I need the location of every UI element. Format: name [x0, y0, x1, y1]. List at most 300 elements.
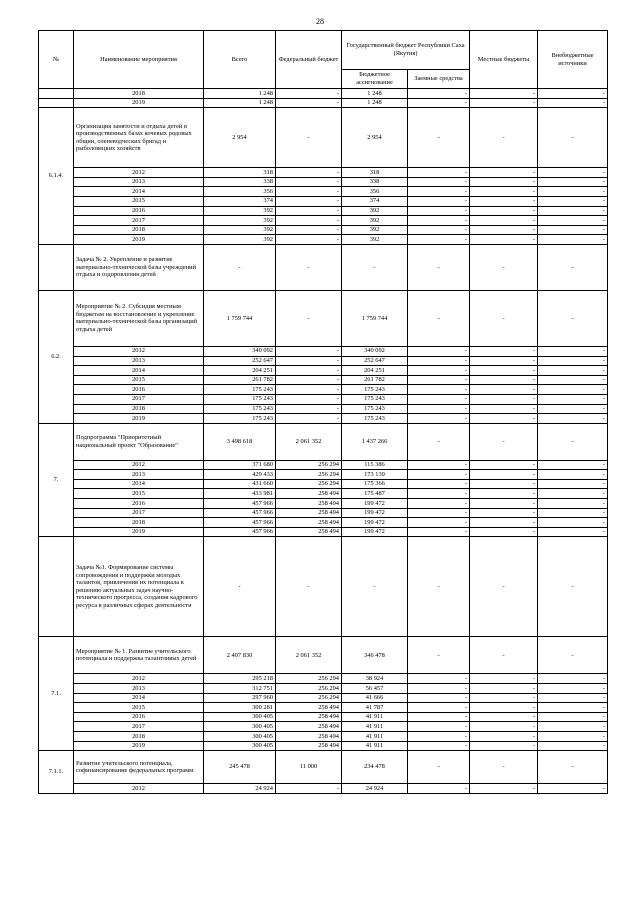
- year-state: 204 251: [342, 366, 408, 376]
- year-extra: -: [538, 518, 608, 528]
- year-local: -: [470, 235, 538, 245]
- year-loan: -: [408, 527, 470, 537]
- year-state: 38 924: [342, 674, 408, 684]
- year-state: 252 647: [342, 356, 408, 366]
- year-label: 2013: [74, 684, 204, 694]
- row-loan: -: [408, 244, 470, 290]
- year-row: [39, 404, 608, 414]
- table-row: [39, 423, 608, 460]
- year-loan: -: [408, 712, 470, 722]
- year-total: 457 966: [204, 499, 276, 509]
- year-federal: 256 294: [276, 674, 342, 684]
- year-label: 2016: [74, 206, 204, 216]
- year-loan: -: [408, 732, 470, 742]
- row-title: Мероприятие № 1. Развитие учительского потенциала и поддержка талантливых детей: [74, 637, 204, 674]
- year-total: 392: [204, 206, 276, 216]
- year-row: [39, 206, 608, 216]
- year-total: 300 281: [204, 703, 276, 713]
- year-state: 175 487: [342, 489, 408, 499]
- year-state: 356: [342, 187, 408, 197]
- row-loan: -: [408, 423, 470, 460]
- header-state: Государственный бюджет Республики Саха (Якутия): [342, 31, 470, 70]
- year-total: 295 218: [204, 674, 276, 684]
- year-extra: -: [538, 684, 608, 694]
- table-row: [39, 537, 608, 637]
- year-total: 392: [204, 216, 276, 226]
- row-title: Мероприятие № 2. Субсидия местным бюджетам на восстановление и укрепление материально-технической базы организаций отдыха детей: [74, 290, 204, 346]
- year-local: -: [470, 489, 538, 499]
- year-loan: -: [408, 98, 470, 108]
- year-loan: -: [408, 216, 470, 226]
- year-loan: -: [408, 489, 470, 499]
- year-label: 2019: [74, 414, 204, 424]
- year-loan: -: [408, 479, 470, 489]
- year-label: 2016: [74, 499, 204, 509]
- year-extra: -: [538, 177, 608, 187]
- year-extra: -: [538, 404, 608, 414]
- row-total: 1 759 744: [204, 290, 276, 346]
- year-federal: -: [276, 414, 342, 424]
- year-loan: -: [408, 499, 470, 509]
- year-row: [39, 722, 608, 732]
- year-row: [39, 168, 608, 178]
- year-federal: -: [276, 356, 342, 366]
- year-row: [39, 527, 608, 537]
- year-state: 340 092: [342, 346, 408, 356]
- year-local: -: [470, 732, 538, 742]
- year-local: -: [470, 366, 538, 376]
- year-label: 2014: [74, 366, 204, 376]
- year-label: 2019: [74, 527, 204, 537]
- year-extra: -: [538, 394, 608, 404]
- year-federal: -: [276, 404, 342, 414]
- row-federal: -: [276, 537, 342, 637]
- year-total: 175 243: [204, 404, 276, 414]
- year-extra: -: [538, 414, 608, 424]
- year-total: 175 243: [204, 385, 276, 395]
- year-state: 41 666: [342, 693, 408, 703]
- year-state: 115 386: [342, 460, 408, 470]
- year-loan: -: [408, 89, 470, 99]
- year-extra: -: [538, 98, 608, 108]
- row-local: -: [470, 423, 538, 460]
- row-state: 1 437 266: [342, 423, 408, 460]
- year-row: [39, 366, 608, 376]
- row-state: 346 478: [342, 637, 408, 674]
- year-state: 175 243: [342, 394, 408, 404]
- row-loan: -: [408, 751, 470, 784]
- year-label: 2013: [74, 356, 204, 366]
- year-total: 457 966: [204, 518, 276, 528]
- year-loan: -: [408, 703, 470, 713]
- row-extra: -: [538, 290, 608, 346]
- year-total: 433 981: [204, 489, 276, 499]
- year-federal: 258 494: [276, 518, 342, 528]
- year-row: [39, 732, 608, 742]
- year-state: 199 472: [342, 518, 408, 528]
- header-extra: Внебюджетные источники: [538, 31, 608, 89]
- year-total: 392: [204, 235, 276, 245]
- year-extra: -: [538, 225, 608, 235]
- year-local: -: [470, 187, 538, 197]
- year-label: 2016: [74, 712, 204, 722]
- header-local: Местные бюджеты: [470, 31, 538, 89]
- year-loan: -: [408, 225, 470, 235]
- year-row: [39, 784, 608, 794]
- year-state: 1 248: [342, 98, 408, 108]
- year-local: -: [470, 703, 538, 713]
- year-loan: -: [408, 684, 470, 694]
- row-local: -: [470, 108, 538, 168]
- year-label: 2019: [74, 741, 204, 751]
- year-total: 374: [204, 196, 276, 206]
- year-label: 2017: [74, 508, 204, 518]
- year-total: 429 433: [204, 470, 276, 480]
- year-label: 2017: [74, 216, 204, 226]
- year-state: 199 472: [342, 508, 408, 518]
- year-state: 199 472: [342, 527, 408, 537]
- table-row: [39, 637, 608, 674]
- year-state: 41 911: [342, 732, 408, 742]
- year-row: [39, 499, 608, 509]
- table-row: [39, 290, 608, 346]
- year-loan: -: [408, 187, 470, 197]
- year-label: 2012: [74, 784, 204, 794]
- year-local: -: [470, 394, 538, 404]
- year-state: 175 243: [342, 385, 408, 395]
- year-extra: -: [538, 722, 608, 732]
- row-federal: -: [276, 108, 342, 168]
- year-label: 2019: [74, 98, 204, 108]
- year-total: 371 680: [204, 460, 276, 470]
- row-local: -: [470, 751, 538, 784]
- year-loan: -: [408, 674, 470, 684]
- table-row: [39, 751, 608, 784]
- year-label: 2018: [74, 225, 204, 235]
- year-federal: -: [276, 375, 342, 385]
- row-number: [39, 89, 74, 99]
- row-local: -: [470, 637, 538, 674]
- year-federal: 258 494: [276, 741, 342, 751]
- year-extra: -: [538, 460, 608, 470]
- year-row: [39, 225, 608, 235]
- year-extra: -: [538, 489, 608, 499]
- row-number: 7.1.: [39, 637, 74, 751]
- year-loan: -: [408, 346, 470, 356]
- row-loan: -: [408, 537, 470, 637]
- row-loan: -: [408, 637, 470, 674]
- year-loan: -: [408, 470, 470, 480]
- row-total: 2 954: [204, 108, 276, 168]
- header-num: №: [39, 31, 74, 89]
- year-local: -: [470, 216, 538, 226]
- year-row: [39, 414, 608, 424]
- year-federal: -: [276, 394, 342, 404]
- year-label: 2015: [74, 375, 204, 385]
- year-row: [39, 693, 608, 703]
- year-loan: -: [408, 356, 470, 366]
- row-number: 6.1.4.: [39, 108, 74, 245]
- year-total: 175 243: [204, 414, 276, 424]
- year-local: -: [470, 346, 538, 356]
- row-extra: -: [538, 244, 608, 290]
- year-federal: -: [276, 235, 342, 245]
- year-loan: -: [408, 460, 470, 470]
- year-local: -: [470, 460, 538, 470]
- year-total: 338: [204, 177, 276, 187]
- year-loan: -: [408, 177, 470, 187]
- year-row: [39, 385, 608, 395]
- year-total: 300 405: [204, 712, 276, 722]
- year-total: 300 405: [204, 741, 276, 751]
- year-local: -: [470, 356, 538, 366]
- year-federal: -: [276, 206, 342, 216]
- year-extra: -: [538, 206, 608, 216]
- year-extra: -: [538, 674, 608, 684]
- year-federal: 258 494: [276, 722, 342, 732]
- year-federal: 256 294: [276, 479, 342, 489]
- year-total: 1 248: [204, 89, 276, 99]
- year-total: 300 405: [204, 722, 276, 732]
- year-state: 41 911: [342, 722, 408, 732]
- year-label: 2016: [74, 385, 204, 395]
- year-row: [39, 235, 608, 245]
- year-total: 318: [204, 168, 276, 178]
- year-local: -: [470, 693, 538, 703]
- row-number: [39, 537, 74, 637]
- year-state: 24 924: [342, 784, 408, 794]
- year-extra: -: [538, 216, 608, 226]
- row-state: -: [342, 537, 408, 637]
- year-total: 261 782: [204, 375, 276, 385]
- year-federal: -: [276, 89, 342, 99]
- year-extra: -: [538, 168, 608, 178]
- year-federal: -: [276, 196, 342, 206]
- year-row: [39, 703, 608, 713]
- year-local: -: [470, 527, 538, 537]
- year-label: 2018: [74, 89, 204, 99]
- year-total: 204 251: [204, 366, 276, 376]
- year-federal: -: [276, 187, 342, 197]
- year-local: -: [470, 470, 538, 480]
- year-total: 431 660: [204, 479, 276, 489]
- header-federal: Федеральный бюджет: [276, 31, 342, 89]
- year-federal: -: [276, 385, 342, 395]
- table-row: [39, 244, 608, 290]
- row-federal: 2 061 352: [276, 637, 342, 674]
- year-total: 24 924: [204, 784, 276, 794]
- year-row: [39, 196, 608, 206]
- year-local: -: [470, 89, 538, 99]
- year-row: [39, 216, 608, 226]
- row-number: 6.2.: [39, 290, 74, 423]
- year-label: 2012: [74, 674, 204, 684]
- year-state: 41 787: [342, 703, 408, 713]
- year-label: 2017: [74, 394, 204, 404]
- year-label: 2013: [74, 177, 204, 187]
- year-extra: -: [538, 527, 608, 537]
- year-state: 318: [342, 168, 408, 178]
- year-local: -: [470, 375, 538, 385]
- row-number: 7.: [39, 423, 74, 537]
- row-federal: -: [276, 244, 342, 290]
- year-row: [39, 460, 608, 470]
- year-label: 2012: [74, 168, 204, 178]
- year-row: [39, 489, 608, 499]
- year-federal: 256 294: [276, 460, 342, 470]
- row-loan: -: [408, 290, 470, 346]
- year-loan: -: [408, 375, 470, 385]
- row-number: [39, 98, 74, 108]
- row-extra: -: [538, 537, 608, 637]
- row-total: -: [204, 244, 276, 290]
- year-local: -: [470, 196, 538, 206]
- year-total: 300 405: [204, 732, 276, 742]
- year-local: -: [470, 168, 538, 178]
- row-title: Подпрограмма "Приоритетный национальный проект "Образование": [74, 423, 204, 460]
- year-state: 392: [342, 206, 408, 216]
- year-federal: 258 494: [276, 732, 342, 742]
- year-row: [39, 375, 608, 385]
- year-label: 2012: [74, 346, 204, 356]
- year-loan: -: [408, 404, 470, 414]
- year-extra: -: [538, 385, 608, 395]
- year-state: 199 472: [342, 499, 408, 509]
- row-title: Задача №1. Формирование системы сопровождения и поддержки молодых талантов, привлечения их потенциала к решению актуальных задач научно-технического прогресса, создания кадрового ресурса в различных сферах деятельности: [74, 537, 204, 637]
- year-loan: -: [408, 518, 470, 528]
- year-row: [39, 177, 608, 187]
- year-label: 2014: [74, 693, 204, 703]
- year-local: -: [470, 674, 538, 684]
- year-federal: 258 494: [276, 527, 342, 537]
- year-extra: -: [538, 732, 608, 742]
- year-total: 1 248: [204, 98, 276, 108]
- year-local: -: [470, 518, 538, 528]
- year-total: 297 960: [204, 693, 276, 703]
- year-loan: -: [408, 196, 470, 206]
- row-title: Развитие учительского потенциала, софинансирование федеральных программ: [74, 751, 204, 784]
- year-total: 356: [204, 187, 276, 197]
- year-total: 252 647: [204, 356, 276, 366]
- year-state: 41 911: [342, 712, 408, 722]
- year-local: -: [470, 508, 538, 518]
- year-state: 261 782: [342, 375, 408, 385]
- row-extra: -: [538, 637, 608, 674]
- year-state: 56 457: [342, 684, 408, 694]
- year-local: -: [470, 479, 538, 489]
- row-total: 245 478: [204, 751, 276, 784]
- year-loan: -: [408, 168, 470, 178]
- row-federal: -: [276, 290, 342, 346]
- table-row: [39, 108, 608, 168]
- year-local: -: [470, 98, 538, 108]
- year-local: -: [470, 722, 538, 732]
- year-extra: -: [538, 741, 608, 751]
- year-local: -: [470, 404, 538, 414]
- year-total: 457 966: [204, 508, 276, 518]
- year-federal: -: [276, 168, 342, 178]
- year-total: 392: [204, 225, 276, 235]
- year-state: 338: [342, 177, 408, 187]
- header-name: Наименование мероприятия: [74, 31, 204, 89]
- row-total: 2 407 830: [204, 637, 276, 674]
- year-federal: 258 494: [276, 489, 342, 499]
- year-local: -: [470, 741, 538, 751]
- year-label: 2018: [74, 732, 204, 742]
- year-extra: -: [538, 712, 608, 722]
- row-number: [39, 244, 74, 290]
- year-local: -: [470, 499, 538, 509]
- header-state-alloc: Бюджетное ассигнование: [342, 70, 408, 89]
- year-loan: -: [408, 235, 470, 245]
- year-label: 2015: [74, 196, 204, 206]
- row-local: -: [470, 244, 538, 290]
- row-extra: -: [538, 751, 608, 784]
- year-label: 2019: [74, 235, 204, 245]
- row-state: 1 759 744: [342, 290, 408, 346]
- year-row: [39, 394, 608, 404]
- year-row: [39, 674, 608, 684]
- year-local: -: [470, 206, 538, 216]
- year-row: [39, 98, 608, 108]
- year-extra: -: [538, 89, 608, 99]
- year-loan: -: [408, 722, 470, 732]
- year-row: [39, 518, 608, 528]
- year-row: [39, 712, 608, 722]
- year-state: 392: [342, 216, 408, 226]
- year-local: -: [470, 385, 538, 395]
- year-loan: -: [408, 741, 470, 751]
- year-federal: -: [276, 177, 342, 187]
- year-label: 2015: [74, 489, 204, 499]
- year-extra: -: [538, 375, 608, 385]
- budget-table: [38, 30, 608, 794]
- year-total: 457 966: [204, 527, 276, 537]
- year-state: 175 243: [342, 404, 408, 414]
- year-loan: -: [408, 784, 470, 794]
- header-state-loan: Заемные средства: [408, 70, 470, 89]
- year-loan: -: [408, 508, 470, 518]
- year-federal: -: [276, 784, 342, 794]
- year-federal: -: [276, 98, 342, 108]
- year-federal: -: [276, 225, 342, 235]
- row-loan: -: [408, 108, 470, 168]
- year-federal: 256 294: [276, 693, 342, 703]
- year-state: 1 248: [342, 89, 408, 99]
- year-row: [39, 89, 608, 99]
- row-state: -: [342, 244, 408, 290]
- year-federal: -: [276, 366, 342, 376]
- year-federal: -: [276, 216, 342, 226]
- year-federal: 256 294: [276, 684, 342, 694]
- year-extra: -: [538, 508, 608, 518]
- row-federal: 11 000: [276, 751, 342, 784]
- year-extra: -: [538, 356, 608, 366]
- year-label: 2018: [74, 518, 204, 528]
- row-title: Организация занятости и отдыха детей в производственных базах кочевых родовых общин, оленеводческих бригад и рыболовецких хозяйств: [74, 108, 204, 168]
- year-local: -: [470, 225, 538, 235]
- year-row: [39, 470, 608, 480]
- year-loan: -: [408, 385, 470, 395]
- row-extra: -: [538, 423, 608, 460]
- year-local: -: [470, 414, 538, 424]
- year-state: 392: [342, 225, 408, 235]
- year-state: 175 243: [342, 414, 408, 424]
- row-state: 234 478: [342, 751, 408, 784]
- row-extra: -: [538, 108, 608, 168]
- year-federal: 258 494: [276, 712, 342, 722]
- year-label: 2017: [74, 722, 204, 732]
